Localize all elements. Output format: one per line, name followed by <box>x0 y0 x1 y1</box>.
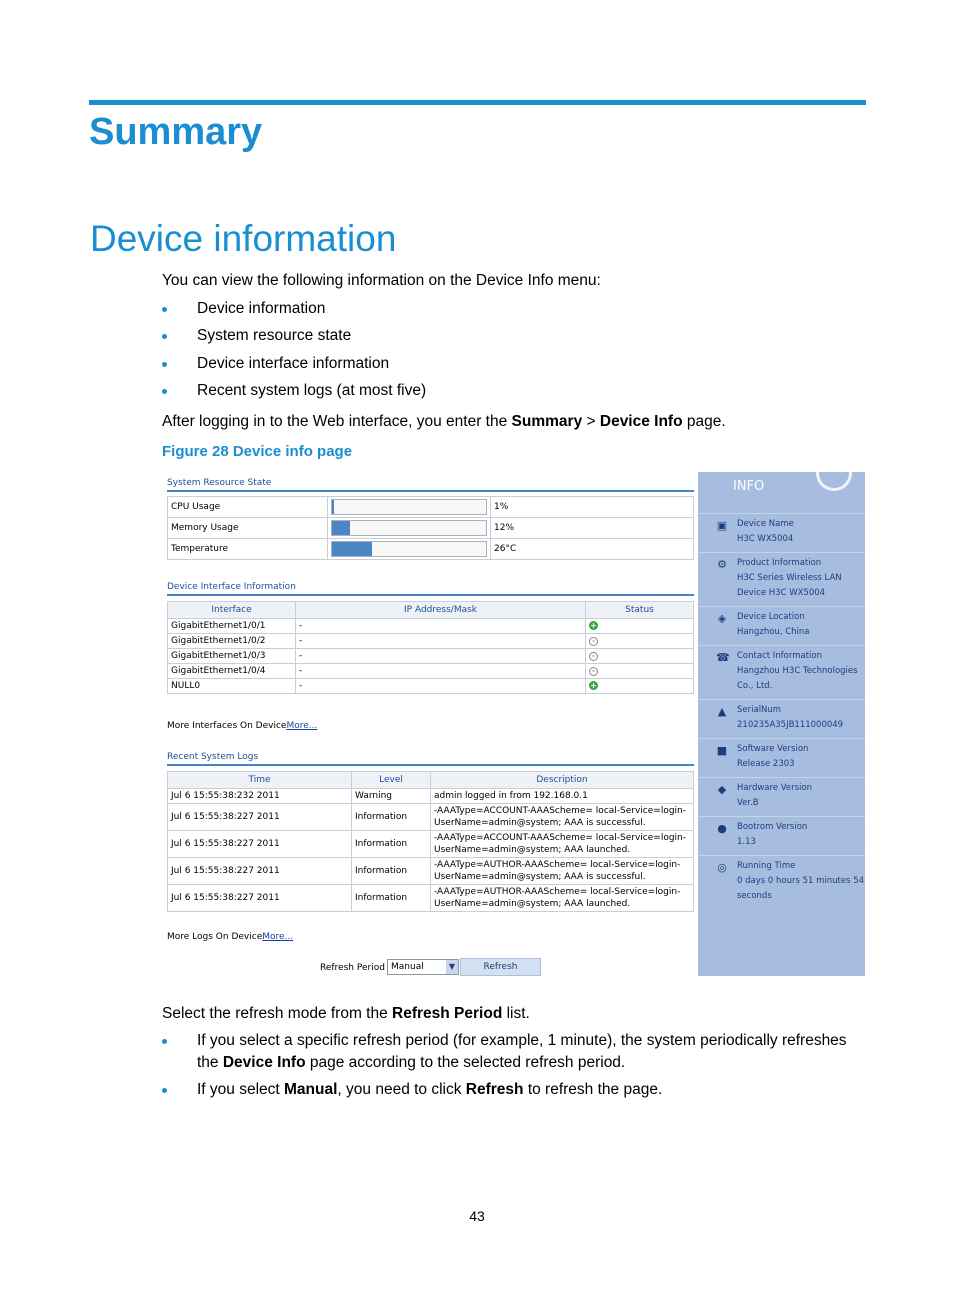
info-item <box>698 738 865 775</box>
log-row <box>168 885 694 912</box>
page-number: 43 <box>469 1208 485 1224</box>
title-rule <box>89 100 866 105</box>
ip-header: IP Address/Mask <box>296 602 586 619</box>
log-time: Jul 6 15:55:38:227 2011 <box>168 831 352 858</box>
info-title: INFO <box>733 479 765 494</box>
iface-row <box>168 634 694 649</box>
logs-table <box>167 771 694 912</box>
info-item <box>698 606 865 643</box>
logs-section-title: Recent System Logs <box>167 752 259 762</box>
resource-label: CPU Usage <box>168 497 328 518</box>
info-item-icon: ◆ <box>717 783 727 796</box>
resource-value: 12% <box>491 518 694 539</box>
resource-row <box>168 518 694 539</box>
log-time: Jul 6 15:55:38:227 2011 <box>168 885 352 912</box>
figure-caption: Figure 28 Device info page <box>162 443 353 460</box>
info-item <box>698 699 865 736</box>
usage-bar-fill <box>332 542 372 556</box>
log-desc-line: UserName=admin@system; AAA launched. <box>434 899 631 909</box>
resource-row <box>168 539 694 560</box>
status-down-icon: - <box>589 637 598 646</box>
iface-ip: - <box>296 634 586 649</box>
intro-text: You can view the following information on the Device Info menu: <box>162 272 601 289</box>
info-item <box>698 645 865 697</box>
log-level: Information <box>352 831 431 858</box>
iface-name: NULL0 <box>168 679 296 694</box>
resource-value: 1% <box>491 497 694 518</box>
more-ifaces-link[interactable]: More... <box>286 721 318 731</box>
iface-row <box>168 619 694 634</box>
info-item <box>698 777 865 814</box>
log-level: Information <box>352 885 431 912</box>
info-item-text: Co., Ltd. <box>737 681 773 691</box>
log-level: Information <box>352 804 431 831</box>
info-item-text: 0 days 0 hours 51 minutes 54 <box>737 876 865 886</box>
log-time: Jul 6 15:55:38:227 2011 <box>168 858 352 885</box>
info-item-text: H3C WX5004 <box>737 534 794 544</box>
iface-name: GigabitEthernet1/0/4 <box>168 664 296 679</box>
info-item-text: 210235A35JB111000049 <box>737 720 844 730</box>
info-item-text: H3C Series Wireless LAN <box>737 573 842 583</box>
info-item-text: Ver.B <box>737 798 759 808</box>
refresh-period-select[interactable]: Manual ▼ <box>387 959 459 975</box>
info-item <box>698 513 865 550</box>
iface-row <box>168 664 694 679</box>
info-item-icon: ▲ <box>717 705 727 718</box>
refresh-label: Refresh Period <box>320 963 385 973</box>
more-ifaces-row: More Interfaces On DeviceMore... <box>167 721 318 731</box>
info-logo-icon <box>816 464 852 491</box>
info-item-text: Release 2303 <box>737 759 795 769</box>
info-panel <box>698 472 865 976</box>
info-item-text: Running Time <box>737 861 796 871</box>
log-desc-line: UserName=admin@system; AAA is successful. <box>434 872 646 882</box>
iface-name: GigabitEthernet1/0/2 <box>168 634 296 649</box>
after-login-text: After logging in to the Web interface, you enter the Summary > Device Info page. <box>162 413 726 430</box>
info-item-text: Device H3C WX5004 <box>737 588 826 598</box>
iface-name: GigabitEthernet1/0/1 <box>168 619 296 634</box>
info-item-text: Device Name <box>737 519 794 529</box>
log-desc-line: -AAAType=AUTHOR-AAAScheme= local-Service=login- <box>434 860 681 870</box>
iface-ip: - <box>296 664 586 679</box>
info-item-text: SerialNum <box>737 705 782 715</box>
iface-row <box>168 679 694 694</box>
iface-name: GigabitEthernet1/0/3 <box>168 649 296 664</box>
status-header: Status <box>586 602 694 619</box>
info-item-text: Software Version <box>737 744 809 754</box>
info-item-icon: ◎ <box>717 861 727 874</box>
log-time: Jul 6 15:55:38:227 2011 <box>168 804 352 831</box>
resource-row <box>168 497 694 518</box>
log-row <box>168 858 694 885</box>
time-header: Time <box>168 772 352 789</box>
resource-section-title: System Resource State <box>167 478 272 488</box>
device-info-screenshot <box>163 472 865 976</box>
info-item-text: 1.13 <box>737 837 756 847</box>
level-header: Level <box>352 772 431 789</box>
log-desc-line: -AAAType=ACCOUNT-AAAScheme= local-Service=login- <box>434 806 686 816</box>
resource-table <box>167 496 694 560</box>
info-item-text: Contact Information <box>737 651 822 661</box>
usage-bar-fill <box>332 521 350 535</box>
log-desc-line: UserName=admin@system; AAA launched. <box>434 845 631 855</box>
info-item-text: seconds <box>737 891 772 901</box>
usage-bar <box>331 499 487 515</box>
info-item <box>698 855 865 907</box>
info-item-text: Bootrom Version <box>737 822 808 832</box>
usage-bar-fill <box>332 500 334 514</box>
info-item-text: Hangzhou H3C Technologies <box>737 666 858 676</box>
chevron-down-icon: ▼ <box>446 960 458 974</box>
more-logs-link[interactable]: More... <box>262 932 294 942</box>
log-time: Jul 6 15:55:38:232 2011 <box>168 789 352 804</box>
desc-header: Description <box>431 772 694 789</box>
resource-label: Memory Usage <box>168 518 328 539</box>
info-item-text: Hangzhou, China <box>737 627 810 637</box>
log-row <box>168 831 694 858</box>
log-desc-line: -AAAType=AUTHOR-AAAScheme= local-Service=login- <box>434 887 681 897</box>
log-row <box>168 804 694 831</box>
iface-ip: - <box>296 619 586 634</box>
info-item-icon: ■ <box>716 744 728 757</box>
resource-label: Temperature <box>168 539 328 560</box>
more-logs-row: More Logs On DeviceMore... <box>167 932 294 942</box>
info-item-text: Hardware Version <box>737 783 812 793</box>
info-item-icon: ⚙ <box>717 558 727 571</box>
status-down-icon: - <box>589 652 598 661</box>
info-item-text: Product Information <box>737 558 822 568</box>
iface-ip: - <box>296 679 586 694</box>
iface-row <box>168 649 694 664</box>
resource-value: 26°C <box>491 539 694 560</box>
page-title: Summary <box>89 111 263 153</box>
iface-section-title: Device Interface Information <box>167 582 296 592</box>
iface-table <box>167 601 694 694</box>
usage-bar <box>331 541 487 557</box>
select-text: Select the refresh mode from the Refresh Period list. <box>162 1005 530 1022</box>
section-title: Device information <box>90 218 397 259</box>
info-item-icon: ● <box>717 822 727 835</box>
usage-bar <box>331 520 487 536</box>
info-item-icon: ▣ <box>716 519 728 532</box>
status-up-icon: + <box>590 621 597 630</box>
log-level: Information <box>352 858 431 885</box>
log-desc-line: admin logged in from 192.168.0.1 <box>434 791 588 801</box>
status-up-icon: + <box>590 681 597 690</box>
info-item-icon: ◈ <box>717 612 727 625</box>
info-item <box>698 816 865 853</box>
log-desc-line: -AAAType=ACCOUNT-AAAScheme= local-Service=login- <box>434 833 686 843</box>
info-item-icon: ☎ <box>716 651 730 664</box>
log-level: Warning <box>352 789 431 804</box>
info-item-text: Device Location <box>737 612 805 622</box>
status-down-icon: - <box>589 667 598 676</box>
iface-ip: - <box>296 649 586 664</box>
log-row <box>168 789 694 804</box>
info-item <box>698 552 865 604</box>
refresh-button[interactable]: Refresh <box>460 958 541 976</box>
iface-header: Interface <box>168 602 296 619</box>
log-desc-line: UserName=admin@system; AAA is successful. <box>434 818 646 828</box>
